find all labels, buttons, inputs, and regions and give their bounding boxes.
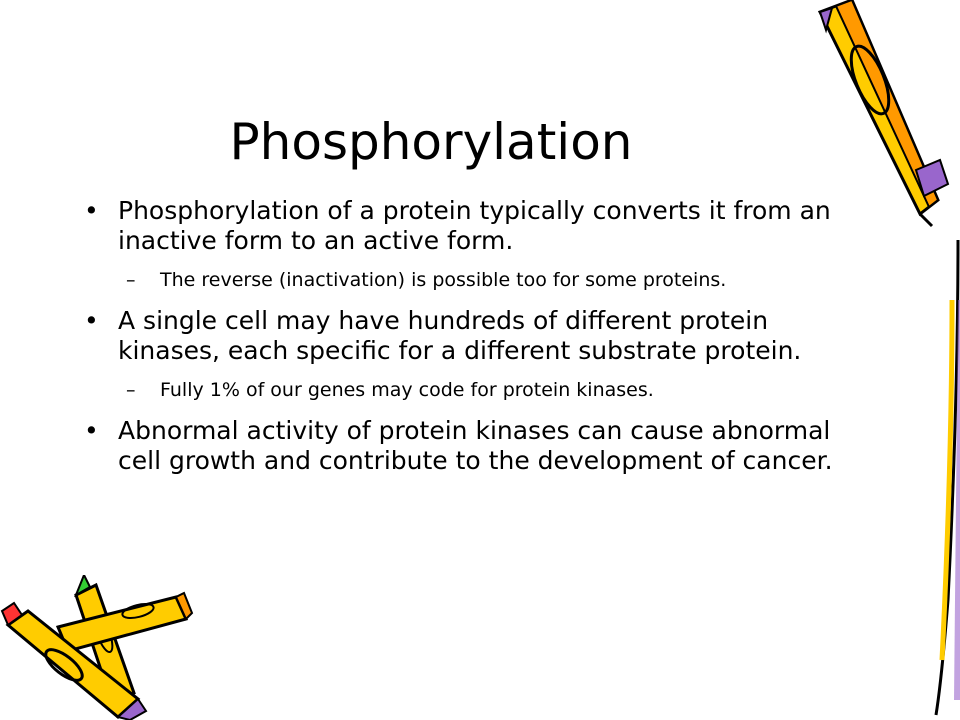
- bullet-marker: •: [84, 196, 99, 225]
- bullet-item: [82, 306, 842, 366]
- bullet-marker: •: [84, 416, 99, 445]
- bullet-text: Abnormal activity of protein kinases can cause abnormal cell growth and contribute to the development of cancer.: [118, 416, 833, 475]
- bullet-text: A single cell may have hundreds of different protein kinases, each specific for a different substrate protein.: [118, 306, 802, 365]
- sub-bullet-item: [82, 378, 842, 402]
- slide-title: Phosphorylation: [229, 113, 633, 171]
- bullet-marker: •: [84, 306, 99, 335]
- crayons-icon-bottom-left: [0, 575, 200, 720]
- bullet-list: [82, 196, 842, 488]
- bullet-item: [82, 416, 842, 476]
- sub-bullet-marker: –: [126, 269, 136, 291]
- sub-bullet-marker: –: [126, 379, 136, 401]
- sub-bullet-item: [82, 268, 842, 292]
- bullet-item: [82, 196, 842, 256]
- sub-bullet-text: Fully 1% of our genes may code for protein kinases.: [160, 379, 654, 401]
- pencil-icon-right: [808, 0, 960, 720]
- sub-bullet-text: The reverse (inactivation) is possible too for some proteins.: [160, 269, 727, 291]
- bullet-text: Phosphorylation of a protein typically converts it from an inactive form to an active form.: [118, 196, 831, 255]
